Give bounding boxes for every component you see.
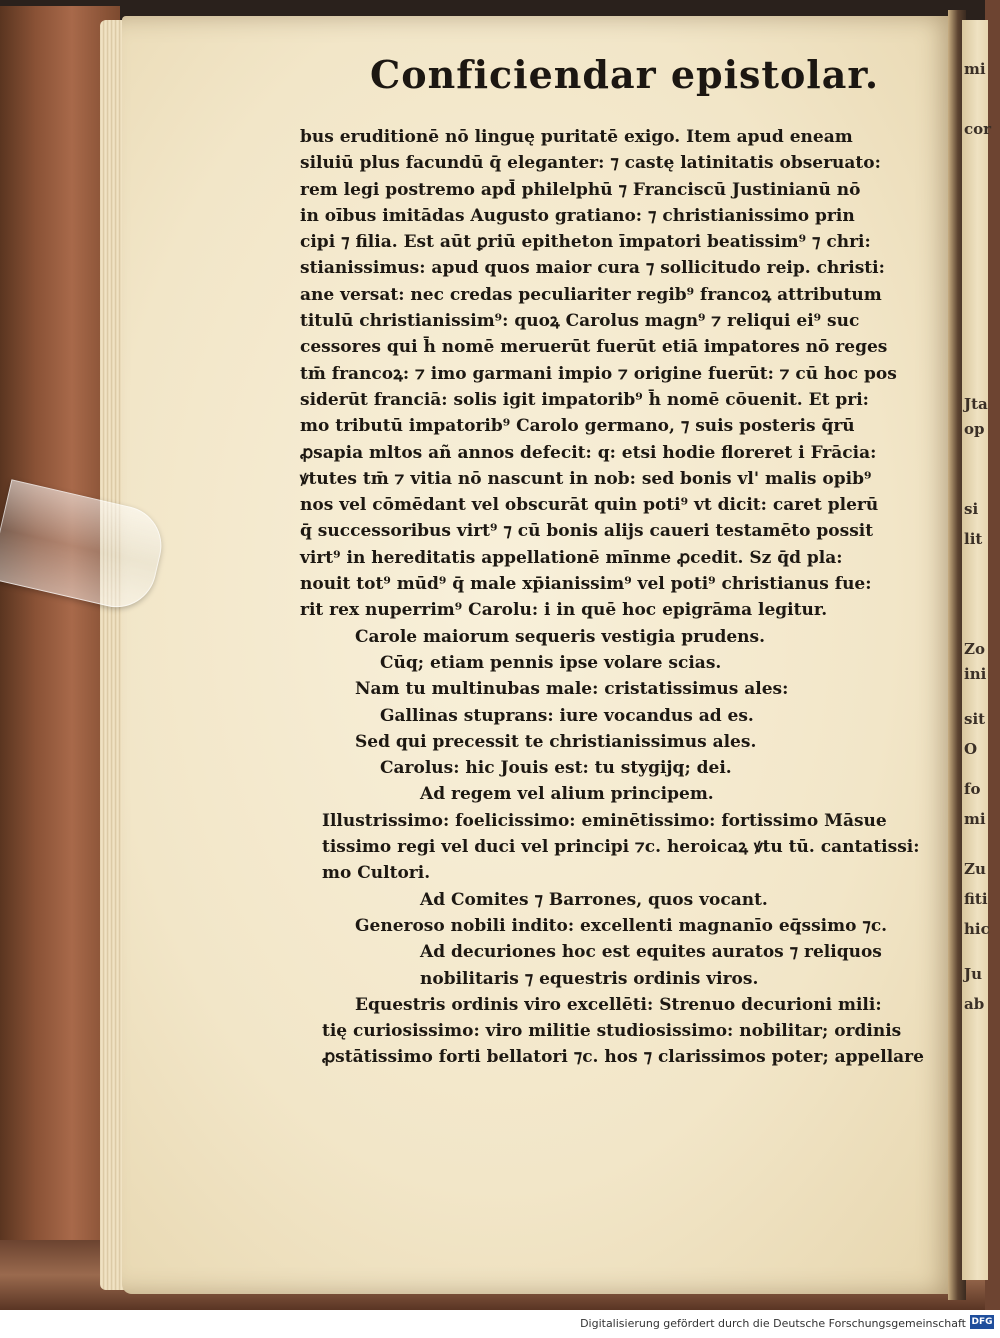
poem-line: Carole maiorum sequeris vestigia prudens.: [355, 626, 766, 647]
address-line: ꝓstātissimo forti bellatori ⁊c. hos ⁊ clarissimos poter; appellare: [322, 1047, 924, 1068]
section-heading: Ad Comites ⁊ Barrones, quos vocant.: [420, 889, 768, 910]
footer-credit: Digitalisierung gefördert durch die Deutsche Forschungsgemeinschaft: [580, 1317, 966, 1330]
text-block: [300, 124, 940, 1071]
recto-text-fragment: lit: [964, 530, 983, 548]
address-line: tissimo regi vel duci vel principi ⁊c. heroicaꝝ ꝟtu tū. cantatissi:: [322, 837, 920, 858]
poem-line: Sed qui precessit te christianissimus ales.: [355, 731, 757, 752]
body-line: rem legi postremo apd̄ philelphū ⁊ Franciscū Justinianū nō: [300, 179, 861, 200]
recto-text-fragment: si: [964, 500, 979, 518]
body-line: ꝟtutes tm̄ ⁊ vitia nō nascunt in nob: sed bonis vl' malis opib⁹: [300, 468, 872, 489]
poem-line: Gallinas stuprans: iure vocandus ad es.: [380, 705, 754, 726]
body-line: cessores qui h̄ nomē meruerūt fuerūt etiā impatores nō reges: [300, 337, 888, 358]
section-heading: Ad regem vel alium principem.: [420, 784, 714, 805]
body-line: in oībus imitādas Augusto gratiano: ⁊ christianissimo prin: [300, 205, 855, 226]
recto-text-fragment: op: [964, 420, 985, 438]
recto-text-fragment: O: [964, 740, 978, 758]
dfg-logo: DFG: [971, 1317, 993, 1327]
body-line: ane versat: nec credas peculiariter regib⁹ francoꝝ attributum: [300, 284, 882, 305]
running-title: Conficiendar epistolar.: [370, 52, 880, 97]
recto-text-fragment: Ju: [964, 965, 983, 983]
recto-text-fragment: Jta: [964, 395, 988, 413]
recto-text-fragment: fo: [964, 780, 981, 798]
recto-text-fragment: ab: [964, 995, 985, 1013]
body-line: q̄ successoribus virt⁹ ⁊ cū bonis alijs caueri testamēto possit: [300, 521, 874, 542]
recto-text-fragment: Zo: [964, 640, 985, 658]
recto-text-fragment: ini: [964, 665, 987, 683]
recto-text-fragment: hic: [964, 920, 990, 938]
recto-text-fragment: mi: [964, 60, 986, 78]
body-line: mo tributū impatorib⁹ Carolo germano, ⁊ suis posteris q̄rū: [300, 416, 855, 437]
body-line: siluiū plus facundū q̄ eleganter: ⁊ castę latinitatis obseruato:: [300, 153, 881, 174]
address-line: Generoso nobili indito: excellenti magnanīo eq̄ssimo ⁊c.: [355, 915, 888, 936]
recto-text-fragment: fiti: [964, 890, 988, 908]
section-heading: Ad decuriones hoc est equites auratos ⁊ reliquos: [420, 942, 882, 963]
poem-line: Carolus: hic Jouis est: tu stygijq; dei.: [380, 758, 732, 779]
body-line: bus eruditionē nō linguę puritatē exigo. Item apud eneam: [300, 127, 853, 147]
body-line: siderūt franciā: solis igit impatorib⁹ h̄ nomē cōuenit. Et pri:: [300, 389, 869, 410]
body-line: virt⁹ in hereditatis appellationē mīnme ꝓcedit. Sz q̄d pla:: [300, 547, 843, 568]
body-line: rit rex nuperrim⁹ Carolu: i in quē hoc epigrāma legitur.: [300, 600, 828, 621]
body-line: ꝓsapia mltos añ annos defecit: q: etsi hodie floreret i Frācia:: [300, 442, 877, 463]
address-line: tię curiosissimo: viro militie studiosissimo: nobilitar; ordinis: [322, 1021, 902, 1042]
body-line: nouit tot⁹ mūd⁹ q̄ male xp̄ianissim⁹ vel poti⁹ christianus fue:: [300, 574, 872, 595]
body-line: titulū christianissim⁹: quoꝝ Carolus magn⁹ ⁊ reliqui ei⁹ suc: [300, 311, 860, 332]
body-line: cipi ⁊ filia. Est aūt ꝑriū epitheton īmpatori beatissim⁹ ⁊ chri:: [300, 232, 871, 253]
recto-text-fragment: Zu: [964, 860, 986, 878]
recto-text-fragment: sit: [964, 710, 986, 728]
poem-line: Nam tu multinubas male: cristatissimus ales:: [355, 679, 789, 700]
recto-page-sliver: [962, 20, 992, 1280]
section-heading-cont: nobilitaris ⁊ equestris ordinis viros.: [420, 968, 759, 989]
recto-text-fragment: cor: [964, 120, 992, 138]
body-line: nos vel cōmēdant vel obscurāt quin poti⁹ vt dicit: caret plerū: [300, 495, 879, 516]
address-line: mo Cultori.: [322, 863, 431, 884]
body-line: tm̄ francoꝝ: ⁊ imo garmani impio ⁊ origine fuerūt: ⁊ cū hoc pos: [300, 363, 897, 384]
body-line: stianissimus: apud quos maior cura ⁊ sollicitudo reip. christi:: [300, 258, 885, 279]
address-line: Equestris ordinis viro excellēti: Strenuo decurioni mili:: [355, 994, 882, 1015]
address-line: Illustrissimo: foelicissimo: eminētissimo: fortissimo Māsue: [322, 810, 887, 831]
recto-text-fragment: mi: [964, 810, 986, 828]
poem-line: Cūq; etiam pennis ipse volare scias.: [380, 652, 722, 673]
